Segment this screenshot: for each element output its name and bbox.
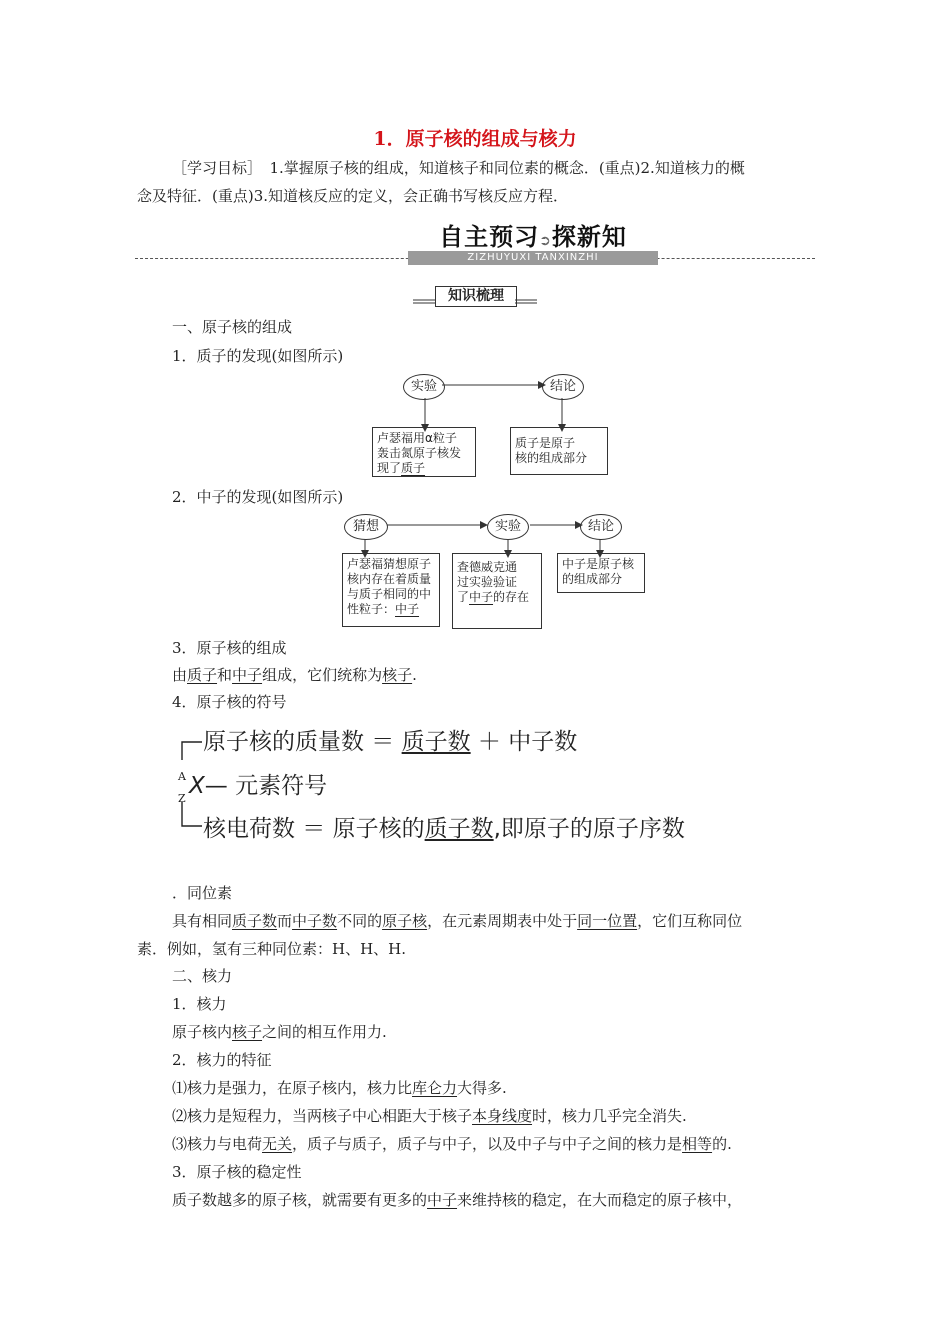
section-label-text: 知识梳理	[435, 286, 517, 307]
symbol-subscript: Z	[178, 792, 186, 805]
diagram2-box-hypothesis: 卢瑟福猜想原子 核内存在着质量 与质子相同的中 性粒子：中子	[342, 553, 440, 627]
objectives-line-1: ［学习目标］ 1.掌握原子核的组成，知道核子和同位素的概念．(重点)2.知道核力的概	[172, 159, 745, 177]
banner-title-2: 探新知	[551, 223, 627, 251]
diagram2-oval-experiment: 实验	[487, 514, 529, 540]
section-label	[413, 286, 537, 306]
stability-heading: 3．原子核的稳定性	[172, 1163, 302, 1181]
banner-arrow-icon: ➲	[539, 233, 552, 249]
nuclear-force-subheading: 1．核力	[172, 995, 227, 1013]
nuclear-force-features-heading: 2．核力的特征	[172, 1051, 272, 1069]
banner-subtitle: ZIZHUYUXI TANXINZHI	[408, 251, 658, 265]
diagram1-box-conclusion: 质子是原子 核的组成部分	[510, 427, 608, 475]
proton-discovery-heading: 1．质子的发现(如图所示)	[172, 347, 344, 365]
symbol-line-element: X— 元素符号	[189, 773, 328, 799]
symbol-line-charge-number: 核电荷数 ＝ 原子核的质子数,即原子的原子序数	[203, 816, 685, 842]
nucleus-composition-text: 由质子和中子组成，它们统称为核子.	[172, 666, 417, 684]
neutron-discovery-heading: 2．中子的发现(如图所示)	[172, 488, 344, 506]
banner-title-1: 自主预习	[439, 223, 540, 251]
diagram2-oval-hypothesis: 猜想	[344, 514, 388, 540]
nucleus-symbol-heading: 4．原子核的符号	[172, 693, 287, 711]
feature-item-2: ⑵核力是短程力，当两核子中心相距大于核子本身线度时，核力几乎完全消失.	[172, 1107, 687, 1125]
diagram1-oval-experiment: 实验	[403, 374, 445, 400]
diagram1-oval-conclusion: 结论	[542, 374, 584, 400]
symbol-line-mass-number: 原子核的质量数 ＝ 质子数 ＋ 中子数	[203, 729, 578, 755]
diagram2-box-conclusion: 中子是原子核 的组成部分	[557, 553, 645, 593]
objectives-line-2: 念及特征．(重点)3.知道核反应的定义，会正确书写核反应方程．	[137, 187, 569, 205]
section-banner	[408, 222, 658, 264]
isotope-text-line-2: 素．例如，氢有三种同位素：H、H、H.	[137, 940, 407, 958]
isotope-text-line-1: 具有相同质子数而中子数不同的原子核，在元素周期表中处于同一位置，它们互称同位	[172, 912, 743, 930]
symbol-superscript: A	[178, 770, 186, 783]
diagram1-box-experiment: 卢瑟福用α粒子 轰击氮原子核发 现了质子	[372, 427, 476, 477]
nucleus-composition-heading: 3．原子核的组成	[172, 639, 287, 657]
page-title: 1．原子核的组成与核力	[373, 128, 577, 150]
diagram2-oval-conclusion: 结论	[580, 514, 622, 540]
isotope-heading: ．同位素	[172, 884, 233, 902]
feature-item-3: ⑶核力与电荷无关，质子与质子，质子与中子，以及中子与中子之间的核力是相等的.	[172, 1135, 732, 1153]
diagram2-box-experiment: 查德威克通 过实验验证 了中子的存在	[452, 553, 542, 629]
stability-text: 质子数越多的原子核，就需要有更多的中子来维持核的稳定，在大而稳定的原子核中，	[172, 1191, 743, 1209]
feature-item-1: ⑴核力是强力，在原子核内，核力比库仑力大得多.	[172, 1079, 507, 1097]
heading-nuclear-force: 二、核力	[172, 967, 233, 985]
nuclear-force-definition: 原子核内核子之间的相互作用力.	[172, 1023, 387, 1041]
heading-nucleus-composition: 一、原子核的组成	[172, 318, 293, 336]
